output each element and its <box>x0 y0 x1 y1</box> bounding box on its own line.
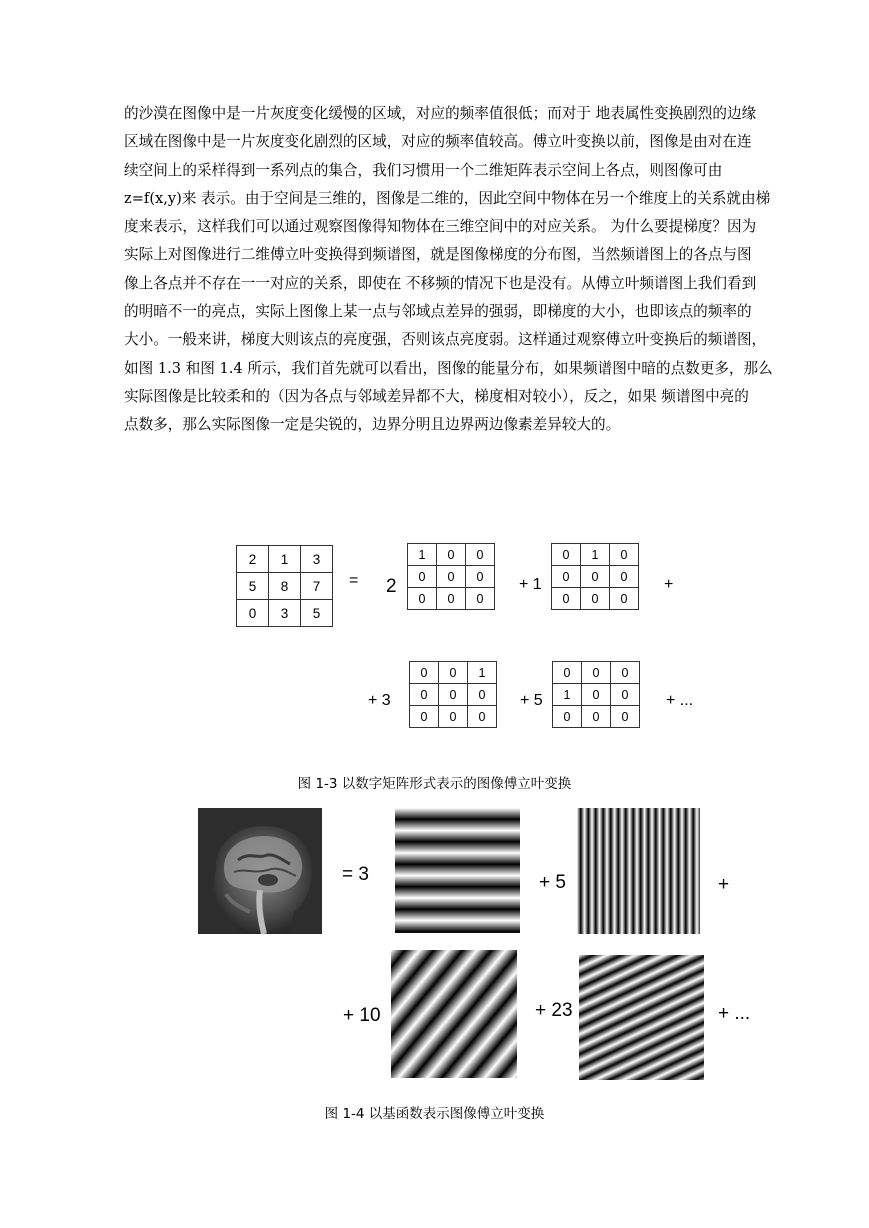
matrix-cell: 0 <box>611 706 640 728</box>
matrix-cell: 1 <box>581 544 610 566</box>
matrix-cell: 0 <box>552 588 581 610</box>
matrix-cell: 0 <box>408 588 437 610</box>
coefficient: + 10 <box>343 1005 381 1026</box>
horizontal-stripes-basis <box>395 808 520 933</box>
matrix-cell: 0 <box>611 662 640 684</box>
matrix-cell: 0 <box>468 706 497 728</box>
matrix-cell: 5 <box>301 600 333 627</box>
matrix-cell: 0 <box>553 706 582 728</box>
matrix-cell: 0 <box>410 684 439 706</box>
matrix-cell: 3 <box>269 600 301 627</box>
matrix-cell: 0 <box>582 662 611 684</box>
matrix-cell: 0 <box>581 566 610 588</box>
coefficient: 2 <box>386 576 397 597</box>
figure-1-3-caption: 图 1-3 以数字矩阵形式表示的图像傅立叶变换 <box>297 776 572 792</box>
matrix-cell: 1 <box>468 662 497 684</box>
para-line: z=f(x,y)来 表示。由于空间是三维的，图像是二维的，因此空间中物体在另一个维度上的关系就由梯 <box>124 189 771 207</box>
matrix-cell: 0 <box>410 706 439 728</box>
matrix-cell: 0 <box>466 566 495 588</box>
matrix-cell: 0 <box>552 566 581 588</box>
matrix-cell: 0 <box>610 544 639 566</box>
plus-sign: + <box>664 576 674 593</box>
figure-1-4-caption: 图 1-4 以基函数表示图像傅立叶变换 <box>324 1106 545 1122</box>
coefficient: + 5 <box>520 692 543 709</box>
matrix-cell: 0 <box>437 544 466 566</box>
basis-matrix <box>409 661 497 728</box>
matrix-cell: 5 <box>237 573 269 600</box>
para-line: 大小。一般来讲，梯度大则该点的亮度强，否则该点亮度弱。这样通过观察傅立叶变换后的频谱图， <box>124 331 767 349</box>
para-line: 的明暗不一的亮点，实际上图像上某一点与邻域点差异的强弱，即梯度的大小，也即该点的频率的 <box>124 303 752 321</box>
equals-coefficient: = 3 <box>342 864 369 885</box>
matrix-cell: 0 <box>553 662 582 684</box>
matrix-cell: 0 <box>439 706 468 728</box>
oblique-stripes-basis <box>579 955 704 1080</box>
plus-ellipsis: + ... <box>718 1003 751 1024</box>
para-line: 像上各点并不存在一一对应的关系，即使在 不移频的情况下也是没有。从傅立叶频谱图上我们看到 <box>124 274 757 292</box>
matrix-cell: 0 <box>466 544 495 566</box>
matrix-cell: 3 <box>301 546 333 573</box>
vertical-stripes-basis <box>577 808 700 934</box>
matrix-cell: 1 <box>408 544 437 566</box>
matrix-cell: 2 <box>237 546 269 573</box>
matrix-cell: 0 <box>437 566 466 588</box>
matrix-cell: 0 <box>410 662 439 684</box>
coefficient: + 3 <box>368 692 391 709</box>
para-line: 续空间上的采样得到一系列点的集合，我们习惯用一个二维矩阵表示空间上各点，则图像可由 <box>124 161 723 179</box>
matrix-cell: 0 <box>237 600 269 627</box>
matrix-cell: 8 <box>269 573 301 600</box>
matrix-cell: 7 <box>301 573 333 600</box>
coefficient: + 23 <box>535 1000 573 1021</box>
matrix-cell: 0 <box>437 588 466 610</box>
matrix-main <box>236 545 333 627</box>
matrix-cell: 0 <box>466 588 495 610</box>
para-line: 如图 1.3 和图 1.4 所示，我们首先就可以看出，图像的能量分布，如果频谱图中暗的点数更多，那么 <box>124 359 773 377</box>
coefficient: + 1 <box>519 576 542 593</box>
matrix-cell: 0 <box>408 566 437 588</box>
matrix-cell: 0 <box>611 684 640 706</box>
para-line: 的沙漠在图像中是一片灰度变化缓慢的区域，对应的频率值很低；而对于 地表属性变换剧烈的边缘 <box>124 105 757 122</box>
body-paragraph <box>124 100 773 440</box>
matrix-cell: 0 <box>582 684 611 706</box>
coefficient: + 5 <box>539 872 566 893</box>
matrix-cell: 0 <box>610 566 639 588</box>
plus-ellipsis: + ... <box>666 692 694 709</box>
para-line: 实际上对图像进行二维傅立叶变换得到频谱图，就是图像梯度的分布图，当然频谱图上的各点与图 <box>124 246 752 264</box>
matrix-cell: 1 <box>269 546 301 573</box>
matrix-cell: 1 <box>553 684 582 706</box>
matrix-cell: 0 <box>439 684 468 706</box>
matrix-cell: 0 <box>439 662 468 684</box>
matrix-cell: 0 <box>581 588 610 610</box>
matrix-cell: 0 <box>610 588 639 610</box>
para-line: 实际图像是比较柔和的（因为各点与邻域差异都不大，梯度相对较小），反之，如果 频谱图中亮的 <box>124 387 749 405</box>
para-line: 区域在图像中是一片灰度变化剧烈的区域，对应的频率值较高。傅立叶变换以前，图像是由对在连 <box>124 133 752 151</box>
equals-sign: = <box>349 572 359 589</box>
basis-matrix <box>552 661 640 728</box>
basis-matrix <box>551 543 639 610</box>
basis-matrix <box>407 543 495 610</box>
matrix-cell: 0 <box>552 544 581 566</box>
plus-sign: + <box>718 874 730 895</box>
matrix-cell: 0 <box>468 684 497 706</box>
diagonal-stripes-basis <box>391 950 517 1078</box>
para-line: 度来表示，这样我们可以通过观察图像得知物体在三维空间中的对应关系。 为什么要提梯度？因为 <box>124 218 757 236</box>
para-line: 点数多，那么实际图像一定是尖锐的，边界分明且边界两边像素差异较大的。 <box>124 416 621 434</box>
brain-mri-image <box>198 808 322 934</box>
matrix-cell: 0 <box>582 706 611 728</box>
